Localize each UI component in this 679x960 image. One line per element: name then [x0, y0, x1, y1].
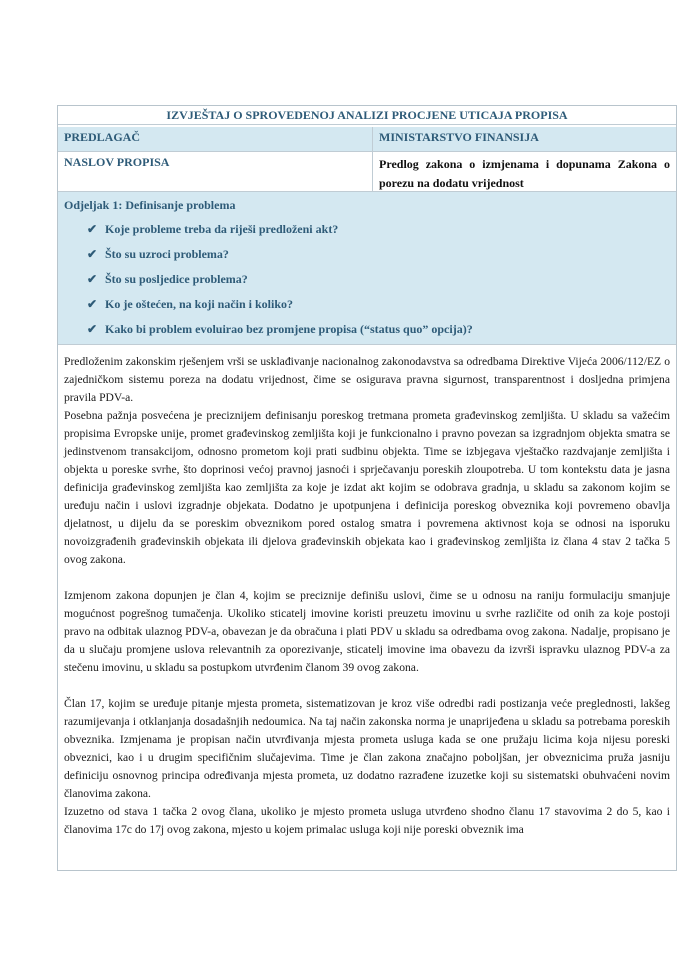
section-heading: Odjeljak 1: Definisanje problema [64, 198, 236, 212]
question-item [64, 292, 670, 317]
proposer-label: PREDLAGAČ [58, 127, 373, 151]
question-text: Kako bi problem evoluirao bez promjene propisa (“status quo” opcija)? [105, 322, 473, 336]
checkmark-icon: ✔ [87, 322, 98, 336]
question-item [64, 217, 670, 242]
impact-assessment-table [57, 105, 677, 871]
section-1-problem-definition [58, 192, 676, 345]
question-item [64, 317, 670, 342]
question-text: Koje probleme treba da riješi predloženi akt? [105, 222, 339, 236]
report-title [58, 106, 676, 125]
regulation-title-value: Predlog zakona o izmjenama i dopunama Zakona o porezu na dodatu vrijednost [379, 157, 670, 190]
paragraph: Izmjenom zakona dopunjen je član 4, kojim se preciznije definišu uslovi, čime se u odnosu na raniju formulaciju smanjuje mogućnost pogrešnog tumačenja. Ukoliko sticatelj imovine koristi preuzetu imovinu u svrhe različite od onih za koje postoji pravo na odbitak ulaznog PDV-a, obavezan je da obračuna i plati PDV u skladu sa odredbama ovog zakona. Nadalje, propisano je da u slučaju promjene uslova relevantnih za oporezivanje, sticatelj imovine ima obavezu da izvrši ispravku ulaznog PDV-a za stečenu imovinu, u skladu sa postupkom utvrđenim članom 39 ovog zakona. [64, 589, 670, 674]
question-item [64, 267, 670, 292]
paragraph: Izuzetno od stava 1 tačka 2 ovog člana, ukoliko je mjesto prometa usluga utvrđeno shodno članu 17 stavovima 2 do 5, kao i članovima 17c do 17j ovog zakona, mjesto u kojem primalac usluga koji nije poreski obveznik ima [64, 805, 670, 836]
checkmark-icon: ✔ [87, 247, 98, 261]
checkmark-icon: ✔ [87, 222, 98, 236]
paragraph: Predloženim zakonskim rješenjem vrši se usklađivanje nacionalnog zakonodavstva sa odredbama Direktive Vijeća 2006/112/EZ o zajedničkom sistemu poreza na dodatu vrijednost, čime se osigurava pravna sigurnost, transparentnost i dosljedna primjena pravila PDV-a. [64, 355, 670, 404]
checkmark-icon: ✔ [87, 272, 98, 286]
proposer-value: MINISTARSTVO FINANSIJA [379, 130, 539, 144]
section-body [58, 345, 676, 870]
question-text: Što su uzroci problema? [105, 247, 229, 261]
proposer-row [58, 127, 676, 152]
question-text: Što su posljedice problema? [105, 272, 248, 286]
report-title-text: IZVJEŠTAJ O SPROVEDENOJ ANALIZI PROCJENE UTICAJA PROPISA [166, 107, 568, 122]
paragraph: Član 17, kojim se uređuje pitanje mjesta prometa, sistematizovan je kroz više odredbi radi postizanja veće preglednosti, lakšeg razumijevanja i otklanjanja dosadašnjih nedoumica. Na taj način zakonska norma je unaprijeđena u skladu sa potrebama poreskih obveznika. Izmjenama je propisan način utvrđivanja mjesta prometa usluga kada se one pružaju licima koja nijesu poreski obveznici, kao i u drugim specifičnim slučajevima. Time je član zakona značajno poboljšan, jer obveznicima pruža jasniju definiciju osnovnog principa određivanja mjesta prometa, uz dodatno razrađene izuzetke koji su sistematski obuhvaćeni novim članovima zakona. [64, 697, 670, 800]
regulation-title-row [58, 152, 676, 192]
regulation-title-label: NASLOV PROPISA [58, 152, 373, 191]
question-text: Ko je oštećen, na koji način i koliko? [105, 297, 294, 311]
question-item [64, 242, 670, 267]
paragraph: Posebna pažnja posvećena je preciznijem definisanju poreskog tretmana prometa građevinskog zemljišta. U skladu sa važećim propisima Evropske unije, promet građevinskog zemljišta koji je funkcionalno i pravno povezan sa izgradnjom objekta smatra se jedinstvenom transakcijom, odnosno prometom koji prati sudbinu objekta. Time se izbjegava vještačko razdvajanje zemljišta i objekta u poreske svrhe, što doprinosi većoj pravnoj jasnoći i sprječavanju poreskih zloupotreba. U tom kontekstu data je jasna definicija građevinskog zemljišta kao zemljišta za koje je izdat akt kojim se odobrava gradnja, u skladu sa zakonom kojim se uređuju način i uslovi izgradnje objekata. Dodatno je upotpunjena i definicija poreskog obveznika koji povremeno obavlja djelatnost, u dijelu da se poreskim obveznikom pored ostalog smatra i povremena aktivnost koja se odnosi na isporuku novoizgrađenih građevinskih objekata ili djelova građevinskih objekata kao i građevinskog zemljišta iz člana 4 stav 2 tačka 5 ovog zakona. [64, 409, 670, 566]
checkmark-icon: ✔ [87, 297, 98, 311]
